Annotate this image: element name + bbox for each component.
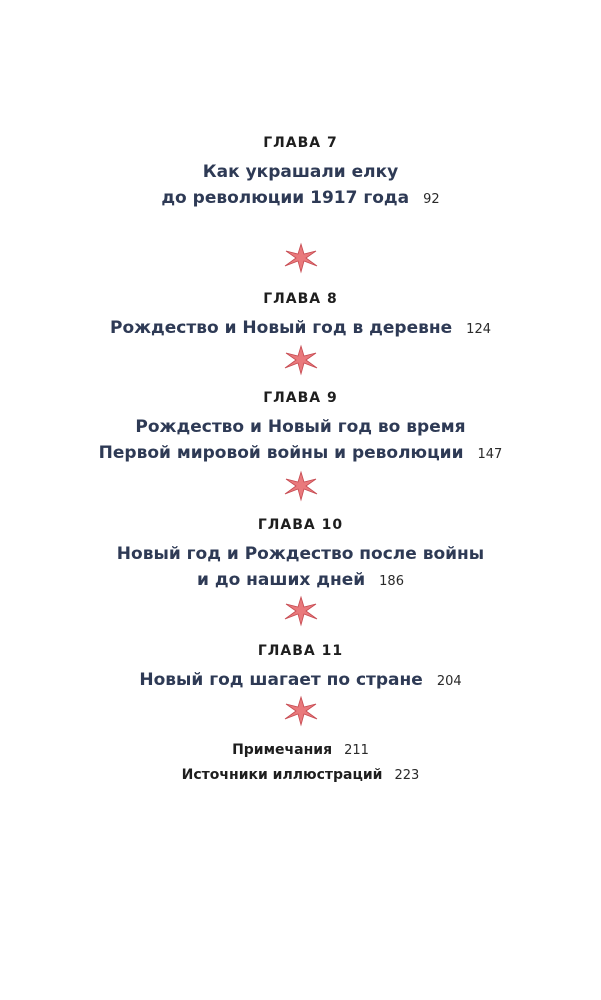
page-number: 211 [344,743,369,758]
chapter-title-line [0,315,601,343]
chapter-title-line [0,567,601,595]
entry-title: Примечания [232,742,333,758]
chapter-10-entry[interactable] [0,515,601,595]
chapter-label: ГЛАВА 7 [263,135,338,151]
star-ornament-icon [282,469,320,503]
chapter-title-line: Как украшали елку [202,162,399,182]
page-number: 223 [394,768,420,783]
chapter-11-entry[interactable] [0,641,601,695]
chapter-title-text: Рождество и Новый год в деревне [109,318,453,338]
chapter-title-line: Рождество и Новый год во время [135,417,466,437]
page-number: 92 [423,192,440,207]
chapter-title-line: Новый год и Рождество после войны [116,544,485,564]
chapter-9-entry[interactable] [0,388,601,468]
chapter-title-text: Новый год шагает по стране [139,670,423,690]
chapter-8-entry[interactable] [0,289,601,343]
chapter-label: ГЛАВА 8 [263,291,338,307]
star-ornament-icon [282,694,320,728]
page-number: 186 [379,574,404,589]
chapter-title-text: Первой мировой войны и революции [98,443,464,463]
star-ornament-icon [282,594,320,628]
chapter-7-entry[interactable] [0,133,601,213]
chapter-label: ГЛАВА 9 [263,390,338,406]
page-number: 204 [436,674,462,689]
chapter-title-line [0,185,601,213]
chapter-title-line [0,440,601,468]
chapter-label: ГЛАВА 10 [257,517,344,533]
chapter-title-text: и до наших дней [197,570,366,590]
page-number: 124 [466,322,491,337]
chapter-title-line [0,667,601,695]
chapter-label: ГЛАВА 11 [257,643,344,659]
star-ornament-icon [282,343,320,377]
notes-entry[interactable] [0,740,601,761]
illustration-sources-entry[interactable] [0,765,601,786]
chapter-title-text: до революции 1917 года [161,188,410,208]
star-ornament-icon [282,241,320,275]
entry-title: Источники иллюстраций [181,767,383,783]
page-number: 147 [477,447,503,462]
